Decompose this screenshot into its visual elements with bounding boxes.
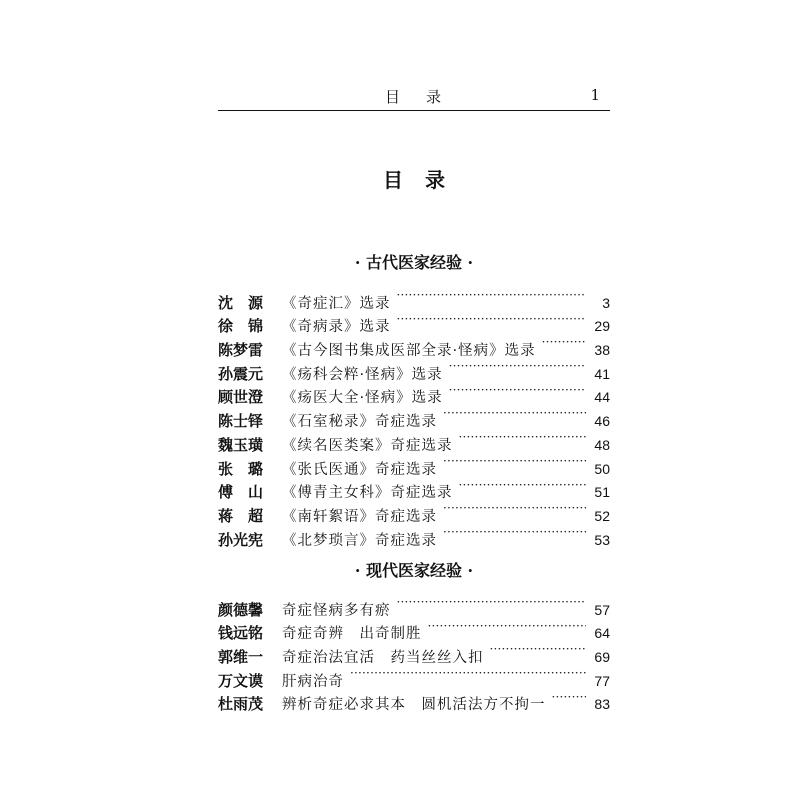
dot-leader xyxy=(552,686,587,710)
toc-page: 38 xyxy=(594,342,610,359)
toc-author: 蒋 超 xyxy=(218,506,264,525)
toc-title: 《疡医大全·怪病》选录 xyxy=(282,390,443,407)
dot-leader xyxy=(490,638,587,662)
toc-author: 沈 源 xyxy=(218,293,264,312)
toc-title: 《疡科会粹·怪病》选录 xyxy=(282,366,443,383)
toc-author: 傅 山 xyxy=(218,483,264,502)
toc-page: 51 xyxy=(594,484,610,501)
toc-entry[interactable] xyxy=(218,331,610,360)
toc-author: 陈梦雷 xyxy=(218,341,264,360)
toc-author: 郭维一 xyxy=(218,648,264,667)
toc-entry[interactable] xyxy=(218,474,610,502)
toc-author: 陈士铎 xyxy=(218,412,264,431)
toc-entry[interactable] xyxy=(218,521,610,549)
toc-page: 48 xyxy=(594,436,610,453)
page-title: 目录 xyxy=(383,168,467,192)
toc-page: 52 xyxy=(594,507,610,524)
toc-entry[interactable] xyxy=(218,662,610,690)
dot-leader xyxy=(443,521,586,545)
toc-page: 64 xyxy=(594,625,610,642)
dot-leader xyxy=(428,615,587,639)
dot-leader xyxy=(443,450,586,474)
toc-title: 《张氏医通》奇症选录 xyxy=(282,461,437,478)
toc-author: 颜德馨 xyxy=(218,600,264,619)
dot-leader xyxy=(397,308,587,332)
toc-title: 《南轩絮语》奇症选录 xyxy=(282,508,437,525)
section-heading-modern: · 现代医家经验 · xyxy=(354,561,474,580)
toc-title: 奇症怪病多有瘀 xyxy=(282,602,391,619)
toc-list-ancient xyxy=(218,284,610,549)
dot-leader xyxy=(397,591,587,615)
toc-page: 44 xyxy=(594,389,610,406)
dot-leader xyxy=(443,497,586,521)
toc-page: 57 xyxy=(594,601,610,618)
toc-page: 3 xyxy=(602,294,610,311)
toc-title: 《古今图书集成医部全录·怪病》选录 xyxy=(282,343,536,360)
toc-title: 《奇病录》选录 xyxy=(282,319,391,336)
header-rule xyxy=(218,110,610,111)
dot-leader xyxy=(459,474,587,498)
toc-author: 孙震元 xyxy=(218,364,264,383)
dot-leader xyxy=(449,355,586,379)
toc-page: 41 xyxy=(594,365,610,382)
toc-page: 50 xyxy=(594,460,610,477)
toc-entry[interactable] xyxy=(218,355,610,383)
toc-page: 53 xyxy=(594,531,610,548)
toc-page: 69 xyxy=(594,649,610,666)
toc-author: 钱远铭 xyxy=(218,624,264,643)
toc-page: 29 xyxy=(594,318,610,335)
toc-page: 46 xyxy=(594,413,610,430)
toc-author: 张 璐 xyxy=(218,459,264,478)
toc-author: 孙光宪 xyxy=(218,530,264,549)
section-heading-ancient: · 古代医家经验 · xyxy=(354,253,474,272)
toc-entry[interactable] xyxy=(218,284,610,312)
toc-list-modern xyxy=(218,591,610,714)
running-header xyxy=(218,84,608,108)
toc-title: 《奇症汇》选录 xyxy=(282,295,391,312)
toc-author: 杜雨茂 xyxy=(218,695,264,714)
toc-author: 徐 锦 xyxy=(218,317,264,336)
toc-title: 《北梦琐言》奇症选录 xyxy=(282,532,437,549)
page-number: 1 xyxy=(590,86,600,104)
toc-title: 《傅青主女科》奇症选录 xyxy=(282,485,453,502)
dot-leader xyxy=(459,426,587,450)
toc-title: 《续名医类案》奇症选录 xyxy=(282,437,453,454)
toc-title: 肝病治奇 xyxy=(282,673,344,690)
toc-entry[interactable] xyxy=(218,450,610,478)
dot-leader xyxy=(443,402,586,426)
dot-leader xyxy=(350,662,586,686)
dot-leader xyxy=(397,284,587,308)
toc-entry[interactable] xyxy=(218,402,610,431)
dot-leader xyxy=(542,331,586,355)
toc-entry[interactable] xyxy=(218,615,610,643)
toc-entry[interactable] xyxy=(218,686,610,714)
toc-entry[interactable] xyxy=(218,308,610,336)
dot-leader xyxy=(449,379,586,403)
toc-entry[interactable] xyxy=(218,426,610,454)
toc-author: 顾世澄 xyxy=(218,388,264,407)
toc-title: 《石室秘录》奇症选录 xyxy=(282,414,437,431)
toc-entry[interactable] xyxy=(218,638,610,667)
toc-title: 奇症奇辨 出奇制胜 xyxy=(282,626,422,643)
toc-author: 万文谟 xyxy=(218,671,264,690)
toc-author: 魏玉璜 xyxy=(218,435,264,454)
toc-title: 奇症治法宜活 药当丝丝入扣 xyxy=(282,650,484,667)
running-title: 目录 xyxy=(384,88,467,106)
toc-page: 77 xyxy=(594,672,610,689)
toc-entry[interactable] xyxy=(218,591,610,619)
toc-entry[interactable] xyxy=(218,497,610,525)
toc-entry[interactable] xyxy=(218,379,610,407)
toc-title: 辨析奇症必求其本 圆机活法方不拘一 xyxy=(282,697,546,714)
toc-page: 83 xyxy=(594,696,610,713)
